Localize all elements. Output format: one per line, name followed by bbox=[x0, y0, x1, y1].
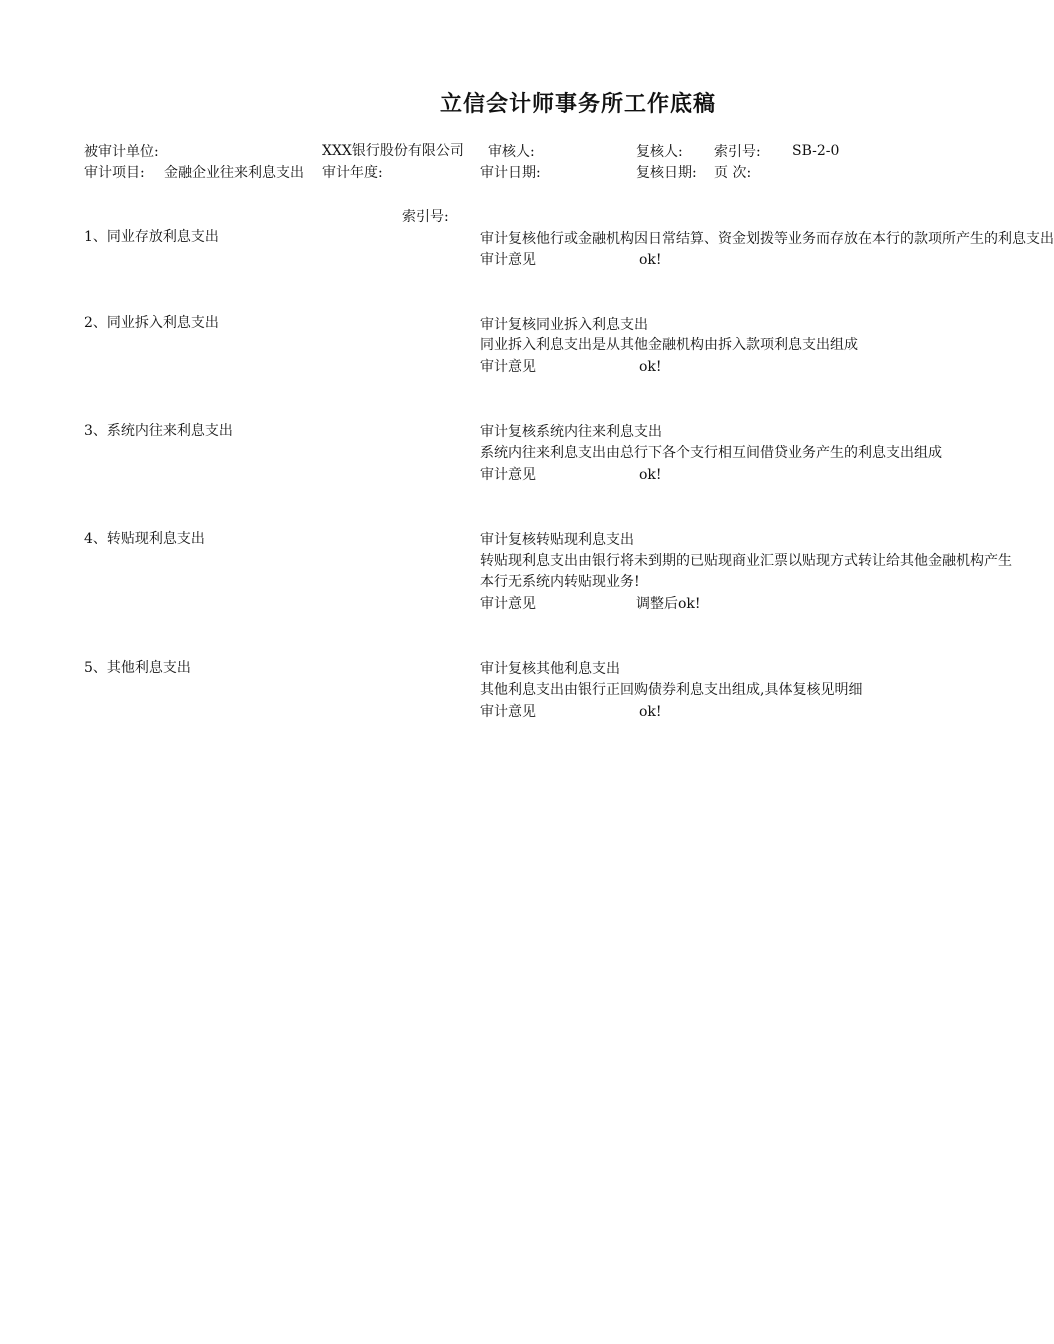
index-value: SB-2-0 bbox=[792, 143, 840, 159]
opinion-value: ok! bbox=[639, 467, 662, 483]
audited-unit-value: XXX银行股份有限公司 bbox=[322, 143, 464, 159]
audit-date-label: 审计日期: bbox=[480, 165, 541, 181]
page-number-label: 页 次: bbox=[714, 165, 752, 181]
section-description: 系统内往来利息支出由总行下各个支行相互间借贷业务产生的利息支出组成 bbox=[480, 445, 942, 461]
section-heading: 4、转贴现利息支出 bbox=[84, 531, 205, 547]
section-description: 其他利息支出由银行正回购债券利息支出组成,具体复核见明细 bbox=[480, 682, 863, 698]
project-label: 审计项目: bbox=[84, 165, 145, 181]
section-description: 审计复核其他利息支出 bbox=[480, 661, 620, 677]
opinion-label: 审计意见 bbox=[480, 359, 536, 375]
page-title: 立信会计师事务所工作底稿 bbox=[440, 91, 717, 117]
index-label: 索引号: bbox=[714, 144, 761, 160]
opinion-label: 审计意见 bbox=[480, 596, 536, 612]
section-description: 本行无系统内转贴现业务! bbox=[480, 574, 640, 590]
opinion-label: 审计意见 bbox=[480, 467, 536, 483]
section-heading: 1、同业存放利息支出 bbox=[84, 229, 219, 245]
section-description: 审计复核同业拆入利息支出 bbox=[480, 317, 648, 333]
section-description: 转贴现利息支出由银行将未到期的已贴现商业汇票以贴现方式转让给其他金融机构产生 bbox=[480, 553, 1012, 569]
section-description: 同业拆入利息支出是从其他金融机构由拆入款项利息支出组成 bbox=[480, 337, 858, 353]
reviewer-label: 审核人: bbox=[488, 144, 535, 160]
project-value: 金融企业往来利息支出 bbox=[164, 165, 304, 181]
audited-unit-label: 被审计单位: bbox=[84, 144, 159, 160]
opinion-value: 调整后ok! bbox=[636, 596, 701, 612]
audit-year-label: 审计年度: bbox=[322, 165, 383, 181]
opinion-value: ok! bbox=[639, 252, 662, 268]
opinion-label: 审计意见 bbox=[480, 704, 536, 720]
checker-label: 复核人: bbox=[636, 144, 683, 160]
section-index-label: 索引号: bbox=[402, 209, 449, 225]
section-description: 审计复核他行或金融机构因日常结算、资金划拨等业务而存放在本行的款项所产生的利息支出 bbox=[480, 231, 1054, 247]
section-heading: 5、其他利息支出 bbox=[84, 660, 191, 676]
opinion-label: 审计意见 bbox=[480, 252, 536, 268]
section-heading: 3、系统内往来利息支出 bbox=[84, 423, 233, 439]
section-description: 审计复核转贴现利息支出 bbox=[480, 532, 634, 548]
opinion-value: ok! bbox=[639, 359, 662, 375]
section-description: 审计复核系统内往来利息支出 bbox=[480, 424, 662, 440]
opinion-value: ok! bbox=[639, 704, 662, 720]
section-heading: 2、同业拆入利息支出 bbox=[84, 315, 219, 331]
review-date-label: 复核日期: bbox=[636, 165, 697, 181]
